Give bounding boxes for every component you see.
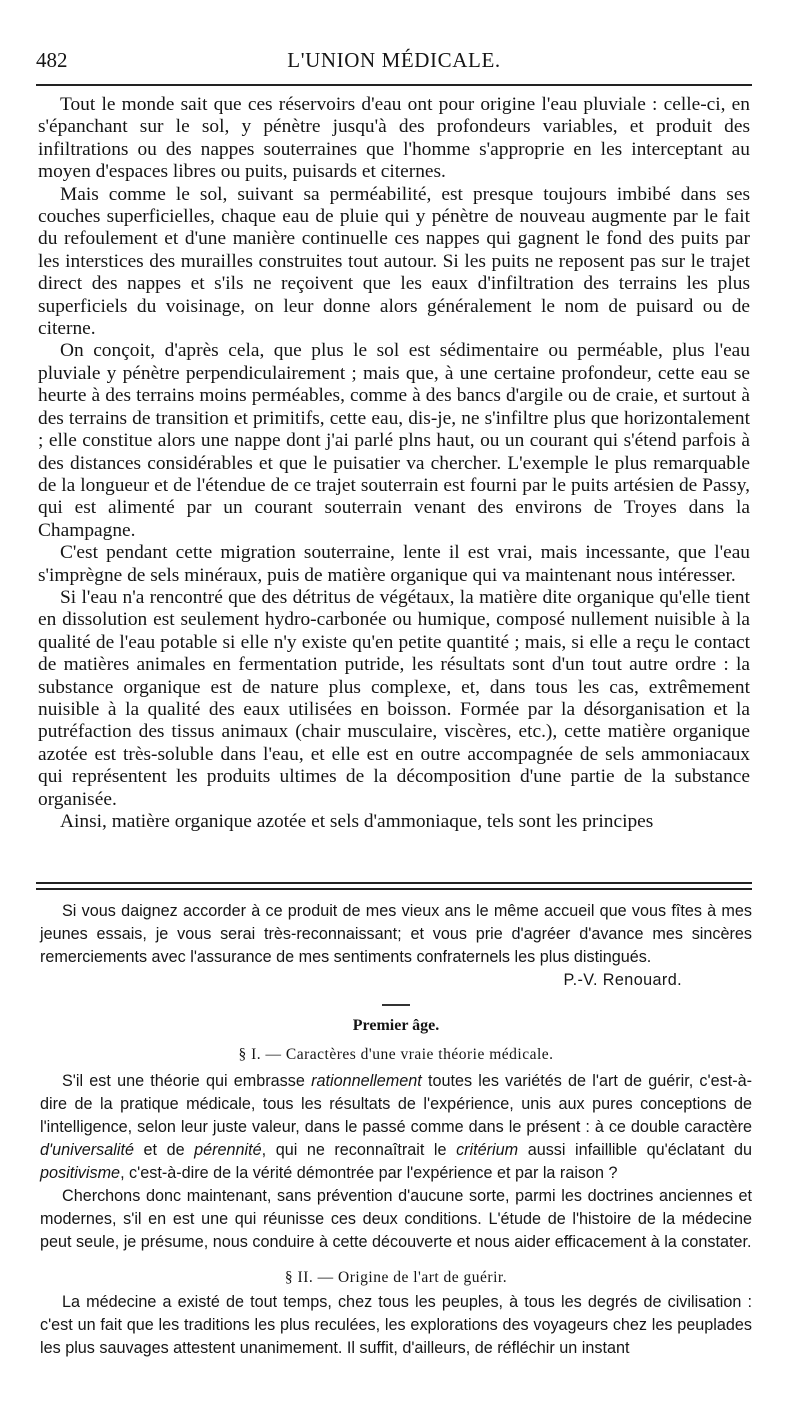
section-1-paragraph-1: S'il est une théorie qui embrasse rationnellement toutes les variétés de l'art de guérir, c'est-à-dire de la pratique médicale, tous les résultats de l'expérience, unis aux pures conceptions de l'intelligence, selon leur juste valeur, dans le passé comme dans le présent : à ce double caractère d'universalité et de pérennité, qui ne reconnaîtrait le critérium aussi infaillible qu'éclatant du positivisme, c'est-à-dire de la vérité démontrée par l'expérience et par la raison ? [40,1072,753,1182]
article-paragraph: C'est pendant cette migration souterraine, lente il est vrai, mais incessante, que l'eau s'imprègne de sels minéraux, puis de matière organique qui va maintenant nous intéresser. [38,542,750,586]
page-header [36,44,752,78]
page-number: 482 [36,48,68,72]
article-paragraph: On conçoit, d'après cela, que plus le sol est sédimentaire ou perméable, plus l'eau pluviale y pénètre perpendiculairement ; mais que, à une certaine profondeur, cette eau se heurte à des terrains moins perméables, comme à des bancs d'argile ou de craie, et surtout à des terrains de transition et primitifs, cette eau, dis-je, ne s'infiltre plus que horizontalement ; elle constitue alors une nappe dont j'ai parlé plns haut, ou un courant qui s'étend parfois à des distances considérables et que le puisatier va chercher. L'exemple le plus remarquable de la longueur et de l'étendue de ce trajet souterrain est fourni par le puits artésien de Passy, qui est alimenté par un courant souterrain venant des environs de Troyes dans la Champagne. [38,340,750,541]
short-divider [382,1004,410,1006]
article-paragraph: Mais comme le sol, suivant sa perméabilité, est presque toujours imbibé dans ses couches superficielles, chaque eau de pluie qui y pénètre de nouveau augmente par le fait du refoulement et d'une manière continuelle ces nappes qui gagnent le fond des puits par les interstices des murailles construites tout autour. Si les puits ne reposent pas sur le trajet direct des nappes et s'ils ne reçoivent que les eaux d'infiltration des terrains les plus superficiels du voisinage, on leur donne alors généralement le nom de puisard ou de citerne. [38,183,750,340]
article-paragraph: Tout le monde sait que ces réservoirs d'eau ont pour origine l'eau pluviale : celle-ci, en s'épanchant sur le sol, y pénètre jusqu'à des profondeurs variables, et produit des infiltrations ou des nappes souterraines que l'homme s'approprie en les interceptant au moyen d'espaces libres ou puits, puisards et citernes. [38,94,750,183]
signature-text: P.-V. Renouard. [563,971,682,989]
feuilleton [40,900,752,1360]
section-heading-2: § II. — Origine de l'art de guérir. [284,1269,508,1286]
section-2-paragraph-1: La médecine a existé de tout temps, chez tous les peuples, à tous les degrés de civilisation : c'est un fait que les traditions les plus reculées, les explorations des voyageurs chez les peuplades les plus sauvages attestent unanimement. Il suffit, d'ailleurs, de réfléchir un instant [40,1293,752,1357]
feuilleton-intro: Si vous daignez accorder à ce produit de mes vieux ans le même accueil que vous fîtes à mes jeunes essais, je vous serai très-reconnaissant; et vous prie d'agréer d'avance mes sincères remerciements avec l'assurance de mes sentiments confraternels les plus distingués. [40,902,752,966]
journal-title: L'UNION MÉDICALE. [287,48,501,72]
article-paragraph: Ainsi, matière organique azotée et sels d'ammoniaque, tels sont les principes [60,811,654,832]
part-title: Premier âge. [352,1017,440,1034]
header-rule [36,84,752,86]
main-article [38,94,750,833]
signature [40,969,752,992]
feuilleton-separator-double [36,888,752,890]
section-heading-1: § I. — Caractères d'une vraie théorie médicale. [238,1046,554,1063]
section-1-paragraph-2: Cherchons donc maintenant, sans prévention d'aucune sorte, parmi les doctrines anciennes et modernes, s'il en est une qui réunisse ces deux conditions. L'étude de l'histoire de la médecine peut seule, je présume, nous conduire à cette découverte et nous aider efficacement à la constater. [40,1187,752,1251]
feuilleton-separator [36,882,752,884]
article-paragraph: Si l'eau n'a rencontré que des détritus de végétaux, la matière dite organique qu'elle tient en dissolution est seulement hydro-carbonée ou humique, composé nullement nuisible à la qualité de l'eau potable si elle n'y existe qu'en petite quantité ; mais, si elle a reçu le contact de matières animales en fermentation putride, les résultats sont d'un tout autre ordre : la substance organique est de nature plus complexe, et, dans tous les cas, extrêmement nuisible à la qualité des eaux utilisées en boisson. Formée par la désorganisation et la putréfaction des tissus animaux (chair musculaire, viscères, etc.), cette matière organique azotée est très-soluble dans l'eau, et elle est en outre accompagnée de sels ammoniacaux qui représentent les produits ultimes de la décomposition d'une partie de la substance organisée. [38,586,750,810]
